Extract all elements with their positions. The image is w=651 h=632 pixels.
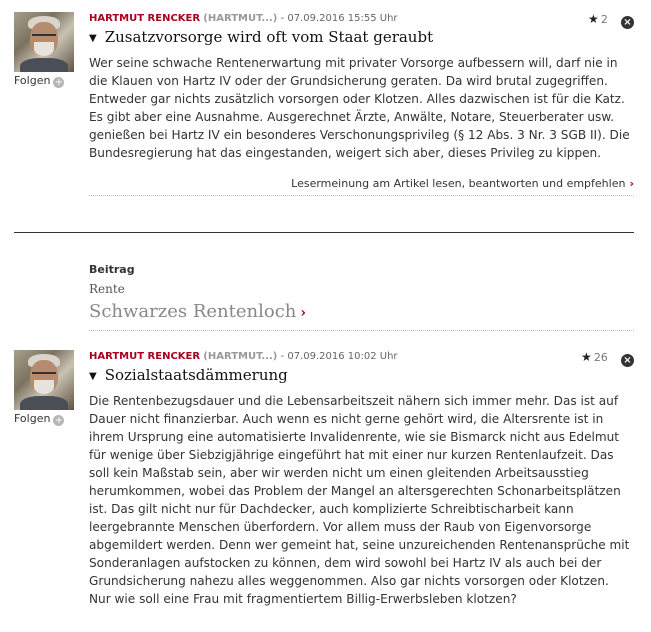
author-name[interactable]: HARTMUT RENCKER (89, 13, 201, 24)
comment-content (89, 12, 634, 196)
comment-body: Wer seine schwache Rentenerwartung mit privater Vorsorge aufbessern will, darf nie in die Klauen von Hartz IV oder der Grundsicherung geraten. Da wird brutal zugegriffen. Entweder gar nichts zusätzlich vorsorgen oder Klotzen. Alles dazwischen ist für die Katz. Es gibt aber eine Ausnahme. Ausgerechnet Ärzte, Anwälte, Notare, Steuerberater usw. genießen bei Hartz IV ein besonderes Verschonungsprivileg (§ 12 Abs. 3 Nr. 3 SGB II). Die Bundesregierung hat das eingestanden, weigert sich aber, dieses Privileg zu kippen. (89, 56, 630, 160)
avatar[interactable] (14, 12, 74, 72)
article-reference (89, 263, 634, 331)
star-count: 26 (593, 351, 608, 364)
avatar[interactable] (14, 350, 74, 410)
plus-circle-icon: + (54, 77, 64, 88)
beitrag-label: Beitrag (89, 263, 135, 276)
star-icon[interactable]: ★ (588, 12, 599, 26)
section-divider (14, 232, 634, 233)
star-count: 2 (600, 13, 608, 26)
follow-button[interactable] (14, 412, 64, 426)
article-link[interactable] (89, 301, 634, 331)
comment-meta (89, 12, 634, 26)
comment-title-text: Sozialstaatsdämmerung (104, 366, 288, 384)
star-icon[interactable]: ★ (581, 350, 592, 364)
comment-meta (89, 350, 634, 364)
comment-date: - 07.09.2016 10:02 Uhr (280, 351, 398, 362)
chevron-right-icon: › (629, 177, 634, 190)
follow-label: Folgen (14, 74, 51, 87)
chevron-right-icon: › (300, 305, 306, 321)
triangle-down-icon: ▼ (89, 33, 97, 44)
comment-title-text: Zusatzvorsorge wird oft vom Staat geraubt (104, 28, 434, 46)
article-rubric: Rente (89, 282, 125, 296)
close-icon[interactable]: × (621, 354, 634, 367)
article-title: Schwarzes Rentenloch (89, 301, 297, 322)
comment-title[interactable] (89, 28, 634, 46)
comment-date: - 07.09.2016 15:55 Uhr (280, 13, 398, 24)
comment-body: Die Rentenbezugsdauer und die Lebensarbeitszeit nähern sich immer mehr. Das ist auf Dauer nicht finanzierbar. Auch wenn es nicht gerne gehört wird, die Altersrente ist in ihrem Ursprung eine automatisierte Invalidenrente, wie sie Bismarck nicht aus Edelmut für wenige über Siebzigjährige eingeführt hat mit einer nur kurzen Rentenlaufzeit. Das soll kein Maßstab sein, aber wir werden nicht um einen gleitenden Arbeitsausstieg herumkommen, wobei das Problem der Mangel an altersgerechten Schonarbeitsplätzen ist. Das gilt nicht nur für Dachdecker, auch komplizierte Schreibtischarbeit kann leergebrannte Menschen überfordern. Vor allem muss der Raub von Eigenvorsorge abgemildert werden. Denn wer gemeint hat, seine unzureichenden Rentenansprüche mit Sonderanlagen aufstocken zu können, dem wird sowohl bei Hartz IV als auch bei der Grundsicherung nahezu alles weggenommen. Also gar nichts vorsorgen oder Klotzen. Nur wie soll eine Frau mit fragmentiertem Billig-Erwerbsleben klotzen? (89, 394, 630, 606)
comment-title[interactable] (89, 366, 634, 384)
author-handle: (HARTMUT...) (203, 13, 278, 24)
read-reply-label: Lesermeinung am Artikel lesen, beantworten und empfehlen (291, 177, 626, 190)
follow-button[interactable] (14, 74, 64, 88)
comment-content (89, 350, 634, 608)
read-reply-link[interactable] (89, 177, 634, 196)
author-handle: (HARTMUT...) (203, 351, 278, 362)
close-icon[interactable]: × (621, 16, 634, 29)
plus-circle-icon: + (54, 415, 64, 426)
author-name[interactable]: HARTMUT RENCKER (89, 351, 201, 362)
follow-label: Folgen (14, 412, 51, 425)
triangle-down-icon: ▼ (89, 371, 97, 382)
